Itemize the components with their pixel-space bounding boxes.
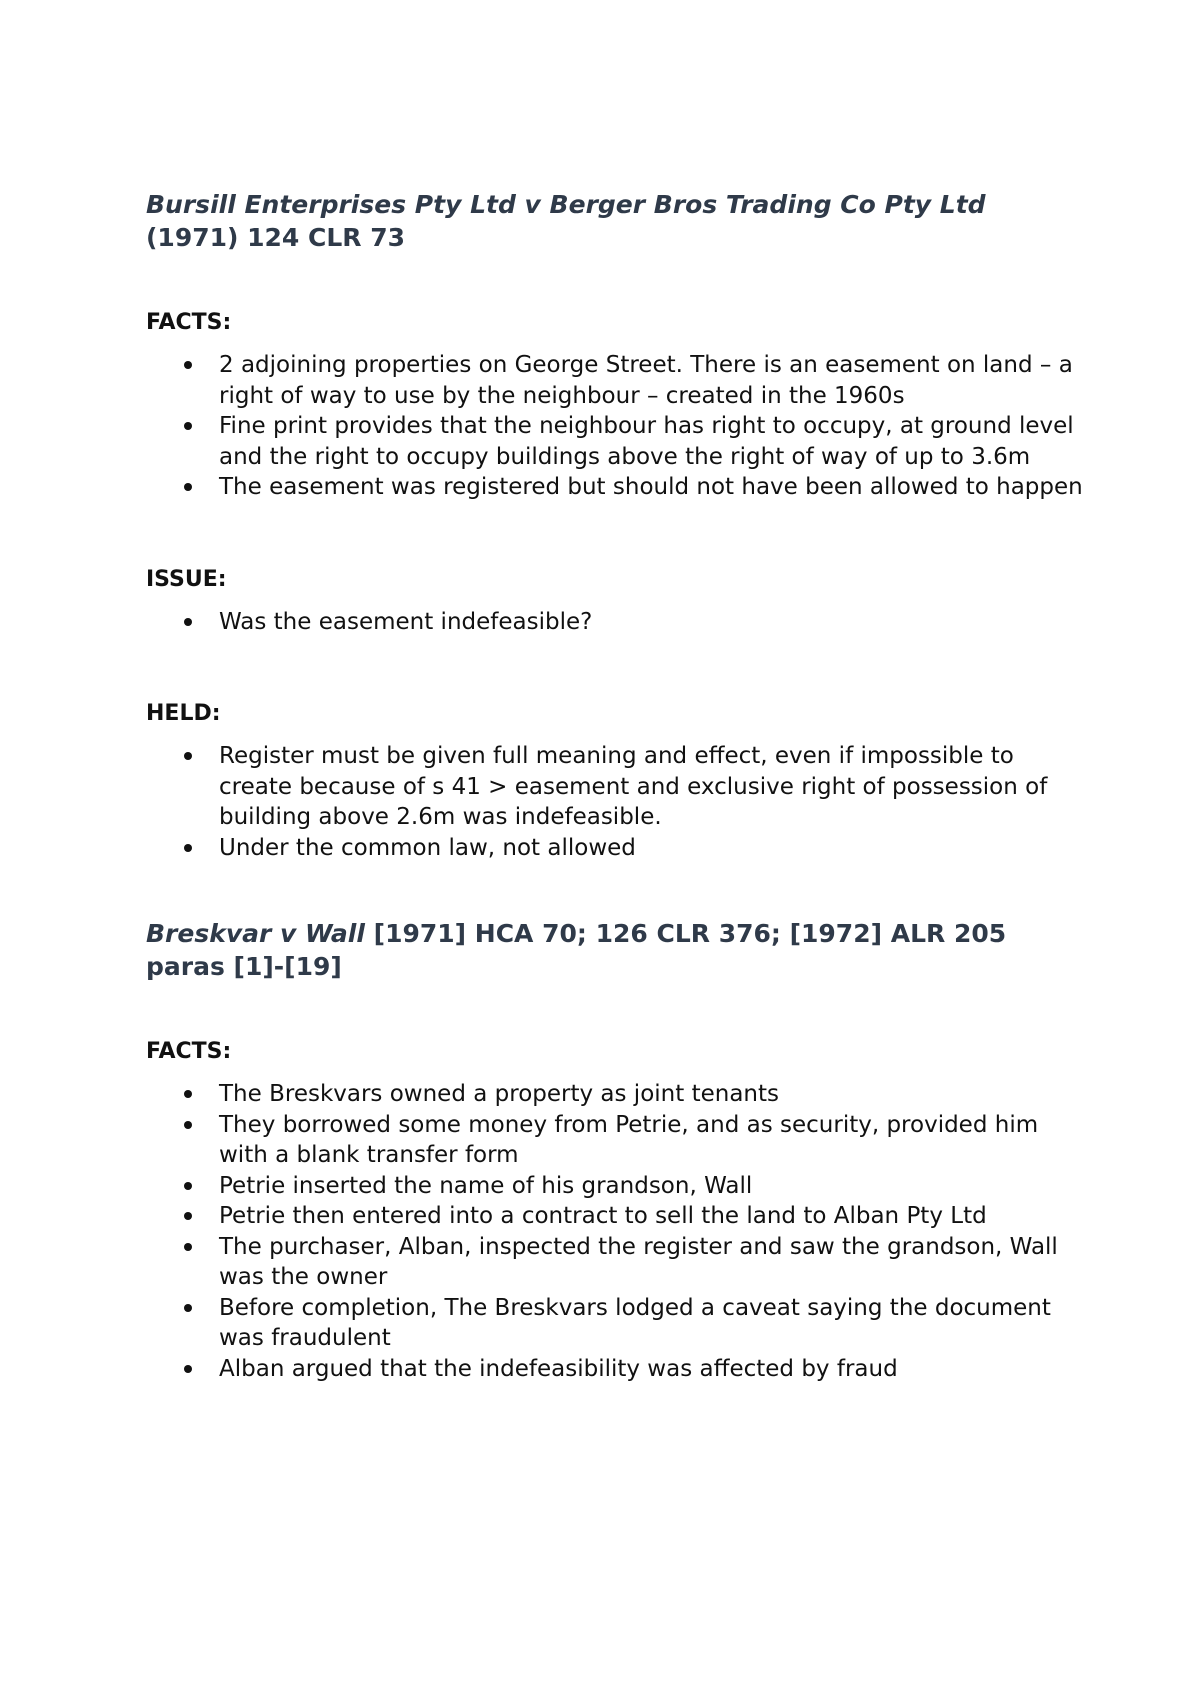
list-item: Petrie inserted the name of his grandson, Wall [146,1171,1086,1202]
list-item: They borrowed some money from Petrie, and as security, provided him with a blank transfer form [146,1110,1086,1171]
section-heading-issue: ISSUE: [146,566,227,592]
list-item: The easement was registered but should not have been allowed to happen [146,472,1086,503]
list-item: The Breskvars owned a property as joint tenants [146,1079,1086,1110]
case-name: Bursill Enterprises Pty Ltd v Berger Bros Trading Co Pty Ltd [146,190,986,219]
list-item: Under the common law, not allowed [146,833,1086,864]
issue-list [146,607,1086,638]
facts-list [146,350,1086,503]
list-item: Petrie then entered into a contract to sell the land to Alban Pty Ltd [146,1201,1086,1232]
case-title [146,917,1086,983]
held-list [146,741,1086,863]
list-item: Fine print provides that the neighbour has right to occupy, at ground level and the right to occupy buildings above the right of way of up to 3.6m [146,411,1086,472]
list-item: Was the easement indefeasible? [146,607,1086,638]
list-item: Register must be given full meaning and effect, even if impossible to create because of s 41 > easement and exclusive right of possession of building above 2.6m was indefeasible. [146,741,1086,833]
document-page [146,188,1086,1384]
section-heading-facts: FACTS: [146,1039,232,1064]
case-citation: (1971) 124 CLR 73 [146,223,406,252]
list-item: 2 adjoining properties on George Street. There is an easement on land – a right of way to use by the neighbour – created in the 1960s [146,350,1086,411]
list-item: Alban argued that the indefeasibility was affected by fraud [146,1354,1086,1385]
case-name: Breskvar v Wall [146,919,365,948]
list-item: Before completion, The Breskvars lodged a caveat saying the document was fraudulent [146,1293,1086,1354]
section-heading-held: HELD: [146,701,221,726]
case-citation: [1971] HCA 70; 126 CLR 376; [1972] ALR 205 paras [1]-[19] [146,919,1007,981]
list-item: The purchaser, Alban, inspected the register and saw the grandson, Wall was the owner [146,1232,1086,1293]
facts-list [146,1079,1086,1384]
section-heading-facts: FACTS: [146,310,232,335]
case-title [146,188,1086,254]
